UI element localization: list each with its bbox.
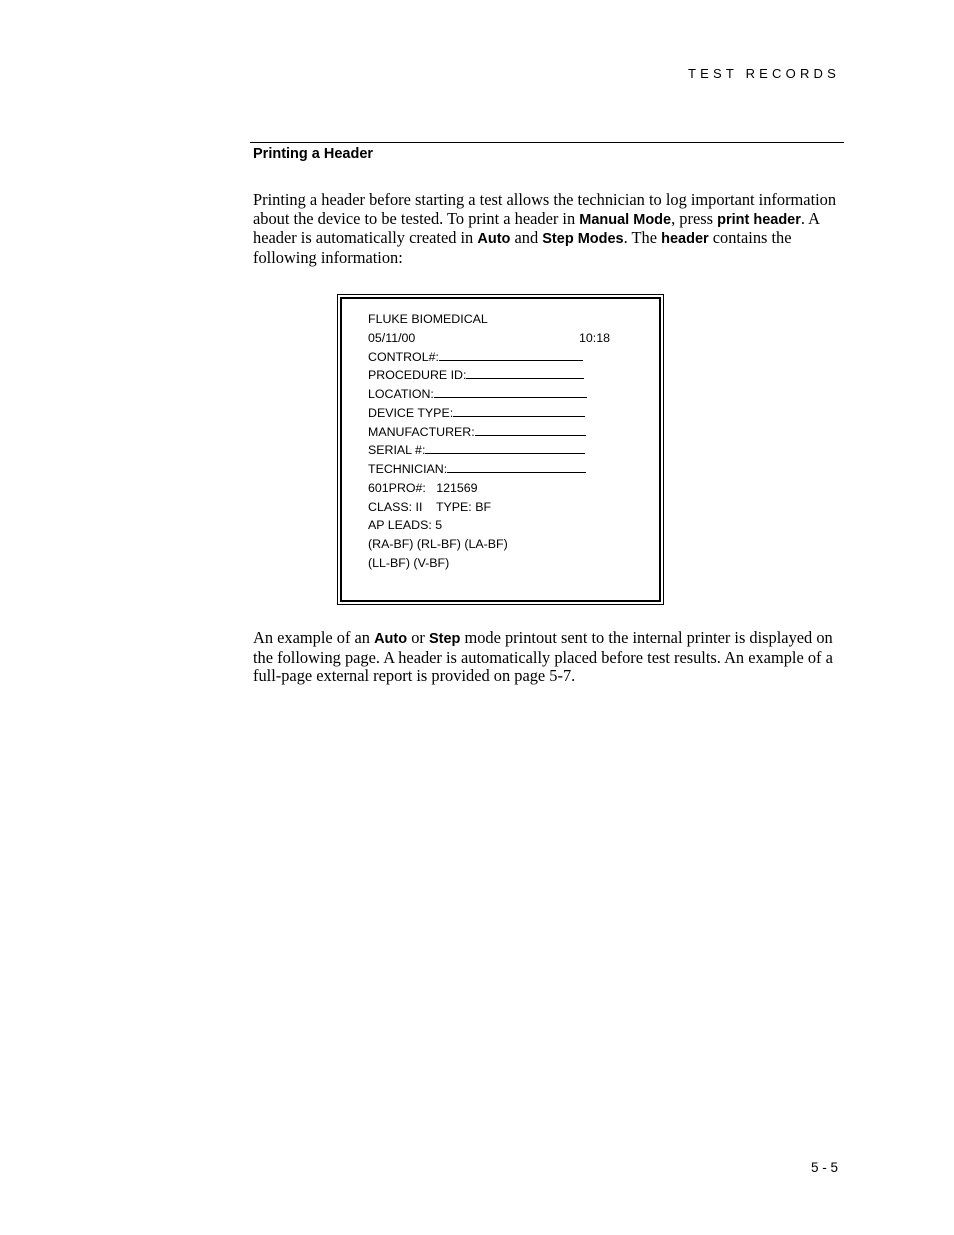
manual-mode-term: Manual Mode [579, 211, 672, 228]
field-label: DEVICE TYPE: [368, 405, 454, 420]
printout-field-control [368, 348, 587, 367]
printout-date: 05/11/00 [368, 330, 416, 345]
step-modes-term: Step Modes [542, 231, 624, 248]
printout-field-device-type [368, 404, 587, 423]
printout-field-location [368, 385, 587, 404]
intro-text-5: . The [623, 228, 662, 248]
example-text-1: An example of an [253, 628, 375, 647]
intro-text-2: , press [671, 208, 718, 228]
printout-time: 10:18 [579, 330, 611, 345]
blank-line [439, 348, 583, 361]
page-number: 5 - 5 [810, 1160, 838, 1175]
example-paragraph [253, 629, 845, 686]
printout-date-time-line [368, 329, 611, 348]
field-label: PROCEDURE ID: [368, 368, 467, 383]
blank-line [453, 404, 585, 417]
printout-lines [368, 310, 611, 573]
blank-line [475, 423, 586, 436]
intro-text-4: and [510, 228, 543, 248]
pro-number-label: 601PRO#: [368, 480, 426, 495]
intro-paragraph [253, 191, 845, 268]
print-header-term: print header [717, 211, 801, 228]
printout-leads-line-2: (LL-BF) (V-BF) [368, 555, 450, 570]
printout-ap-leads: AP LEADS: 5 [368, 518, 443, 533]
field-label: CONTROL#: [368, 349, 439, 364]
example-text-3: mode printout sent to the internal printer is displayed on the following page. A header is automatically placed before test results. An example of a full-page external report is provided on page 5-7. [253, 628, 833, 686]
printout-leads-line-1: (RA-BF) (RL-BF) (LA-BF) [368, 537, 508, 551]
printout-company: FLUKE BIOMEDICAL [368, 312, 488, 326]
header-term: header [661, 231, 709, 248]
field-label: LOCATION: [368, 387, 434, 401]
header-printout-example [337, 294, 664, 605]
pro-number-value: 121569 [436, 480, 478, 495]
intro-text-3: . A header is automatically created in [253, 208, 820, 248]
blank-line [447, 460, 586, 473]
field-label: TECHNICIAN: [368, 462, 448, 476]
section-title: Printing a Header [253, 146, 374, 162]
printout-pro-number [368, 479, 587, 498]
blank-line [466, 366, 584, 379]
example-text-2: or [407, 628, 429, 647]
field-label: MANUFACTURER: [368, 424, 475, 439]
auto-term: Auto [477, 231, 511, 248]
printout-field-technician [368, 460, 587, 479]
blank-line [434, 385, 587, 398]
intro-text-1: Printing a header before starting a test allows the technician to log important information about the device to be tested. To print a header in [253, 190, 837, 228]
printout-class-type: CLASS: II TYPE: BF [368, 499, 492, 514]
printout-field-procedure-id [368, 366, 587, 385]
field-label: SERIAL #: [368, 443, 426, 458]
intro-text-6: contains the following information: [253, 228, 792, 268]
printout-field-serial [368, 441, 587, 460]
header-rule [250, 142, 844, 143]
auto-term: Auto [374, 631, 408, 647]
step-term: Step [428, 631, 461, 647]
running-header: TEST RECORDS [687, 66, 840, 81]
blank-line [425, 441, 585, 454]
printout-inner-frame [340, 297, 661, 602]
printout-field-manufacturer [368, 423, 587, 442]
